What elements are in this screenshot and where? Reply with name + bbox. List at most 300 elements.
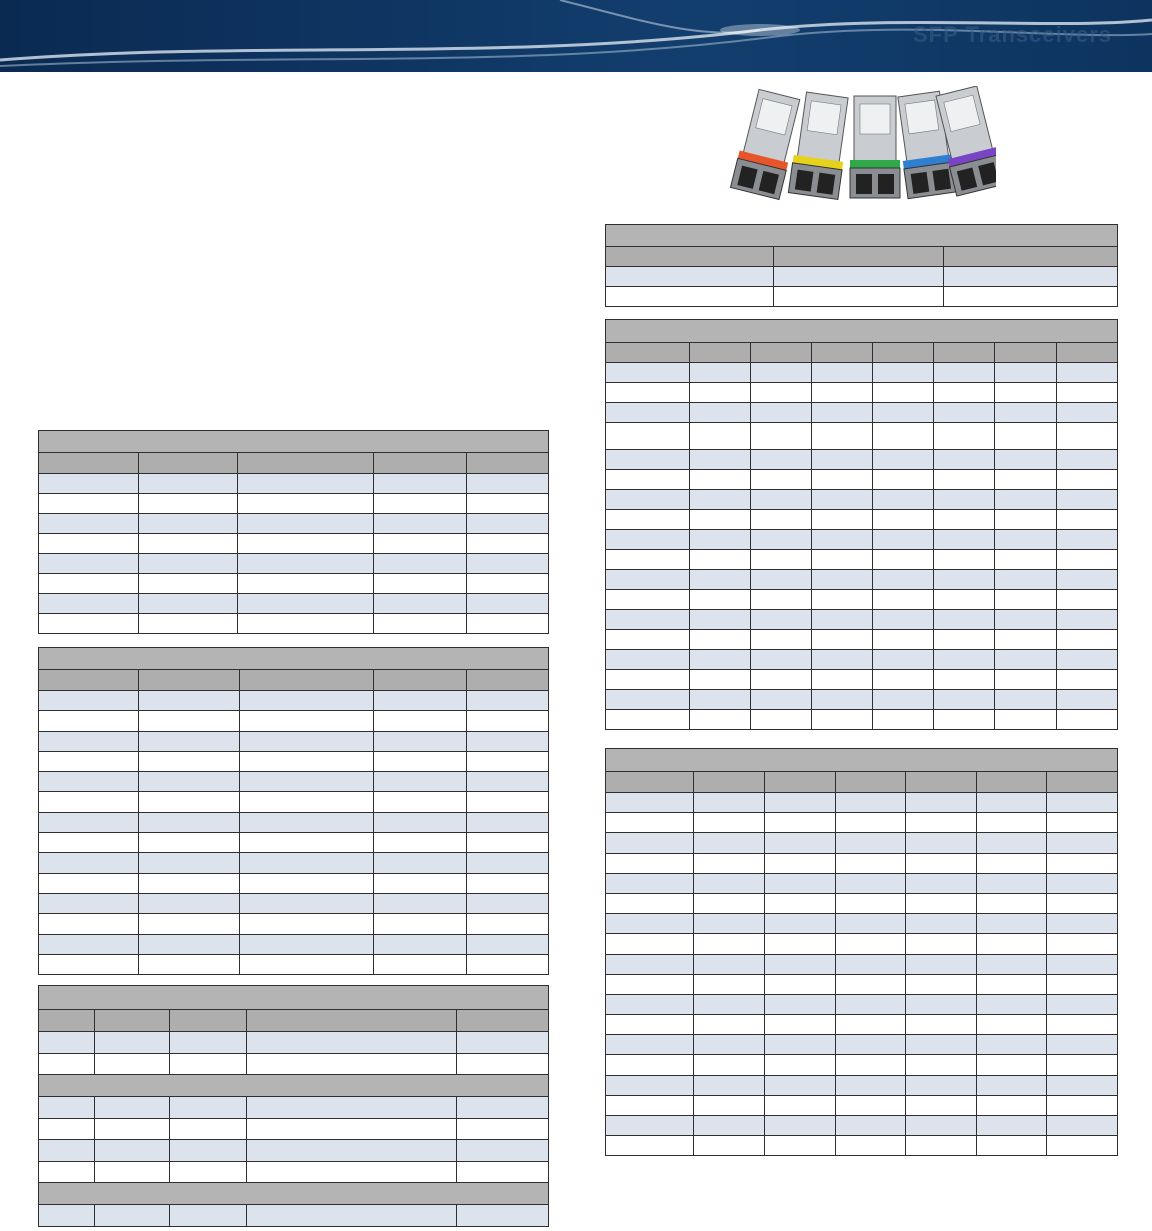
table-cell (934, 690, 995, 710)
table-cell (751, 450, 812, 470)
table-cell (39, 554, 139, 574)
table-cell (995, 690, 1057, 710)
table-row (606, 670, 1118, 690)
table-cell (1057, 590, 1118, 610)
table-cell (1057, 490, 1118, 510)
table-cell (139, 594, 238, 614)
table-cell (467, 731, 549, 751)
table-cell (836, 994, 906, 1014)
table-cell (934, 403, 995, 423)
table-cell (374, 614, 467, 634)
table-cell (606, 650, 690, 670)
table-caption-row (606, 320, 1118, 343)
table-cell (995, 650, 1057, 670)
table-cell (977, 994, 1047, 1014)
column-header (1057, 343, 1118, 363)
table-cell (374, 534, 467, 554)
table-cell (694, 974, 765, 994)
table-cell (374, 731, 467, 751)
column-header (139, 453, 238, 474)
table-row (39, 934, 549, 954)
table-cell (240, 893, 374, 913)
table-row (39, 751, 549, 771)
table-cell (374, 934, 467, 954)
table-row (606, 934, 1118, 954)
table-row (39, 1205, 549, 1227)
table-cell (238, 534, 374, 554)
table-caption-row (606, 749, 1118, 772)
table-cell (467, 514, 549, 534)
table-cell (765, 1116, 836, 1136)
column-header (139, 670, 240, 691)
table-row (606, 630, 1118, 650)
table-cell (95, 1140, 170, 1162)
column-header (606, 343, 690, 363)
table-cell (812, 403, 873, 423)
table-cell (977, 893, 1047, 913)
table-cell (467, 751, 549, 771)
table-cell (934, 470, 995, 490)
table-cell (906, 833, 977, 853)
table-cell (812, 383, 873, 403)
table-cell (374, 514, 467, 534)
table-cell (139, 772, 240, 792)
table-cell (977, 813, 1047, 833)
table-row (39, 1032, 549, 1054)
table-caption (39, 431, 549, 453)
table-cell (374, 711, 467, 731)
table-cell (836, 833, 906, 853)
table-cell (873, 403, 934, 423)
column-header (906, 772, 977, 793)
table-cell (374, 574, 467, 594)
table-cell (934, 550, 995, 570)
table-cell (139, 914, 240, 934)
table-cell (467, 792, 549, 812)
table-row (39, 772, 549, 792)
table-cell (457, 1032, 549, 1054)
table-cell (977, 833, 1047, 853)
table-cell (836, 1035, 906, 1055)
table-row (39, 494, 549, 514)
table-cell (1057, 450, 1118, 470)
table-row (606, 690, 1118, 710)
table-cell (1057, 530, 1118, 550)
table-cell (1047, 1055, 1118, 1075)
table-cell (977, 873, 1047, 893)
table-cell (873, 510, 934, 530)
table-cell (39, 594, 139, 614)
table-cell (240, 731, 374, 751)
table-cell (751, 630, 812, 650)
table-cell (139, 731, 240, 751)
table-cell (139, 711, 240, 731)
table-cell (934, 710, 995, 730)
table-cell (139, 574, 238, 594)
table-cell (906, 974, 977, 994)
right-table-2 (605, 319, 1118, 730)
table-cell (606, 793, 694, 813)
table-cell (606, 710, 690, 730)
sfp-module-icon (724, 86, 996, 210)
table-cell (812, 710, 873, 730)
table-cell (467, 691, 549, 711)
table-row (606, 403, 1118, 423)
table-cell (751, 570, 812, 590)
table-cell (751, 670, 812, 690)
column-header (995, 343, 1057, 363)
table-row (606, 510, 1118, 530)
column-header (39, 1010, 95, 1032)
table-cell (374, 853, 467, 873)
table-cell (694, 994, 765, 1014)
table-row (39, 812, 549, 832)
table-cell (39, 893, 139, 913)
table-caption (39, 648, 549, 670)
table-cell (934, 510, 995, 530)
table-cell (374, 691, 467, 711)
table-cell (934, 363, 995, 383)
table-cell (873, 383, 934, 403)
table-cell (1047, 793, 1118, 813)
table-cell (690, 670, 751, 690)
table-cell (873, 590, 934, 610)
table-cell (39, 534, 139, 554)
table-cell (995, 490, 1057, 510)
table-cell (812, 423, 873, 450)
table-row (606, 490, 1118, 510)
table-cell (977, 974, 1047, 994)
table-cell (606, 590, 690, 610)
table-cell (1057, 423, 1118, 450)
table-cell (606, 267, 774, 287)
table-row (39, 474, 549, 494)
table-cell (170, 1118, 247, 1140)
table-cell (765, 1055, 836, 1075)
table-cell (906, 893, 977, 913)
left-table-3 (38, 985, 549, 1227)
table-cell (39, 1097, 95, 1119)
column-header (240, 670, 374, 691)
table-cell (694, 1136, 765, 1156)
table-caption (606, 749, 1118, 772)
table-cell (467, 954, 549, 974)
table-cell (139, 751, 240, 771)
table-cell (39, 1053, 95, 1075)
table-cell (934, 610, 995, 630)
right-table-3-body (606, 749, 1118, 1156)
sfp-product-image (724, 86, 996, 210)
table-cell (467, 934, 549, 954)
table-row (606, 610, 1118, 630)
table-cell (836, 954, 906, 974)
table-cell (39, 1140, 95, 1162)
table-row (606, 893, 1118, 913)
table-cell (1057, 510, 1118, 530)
table-cell (170, 1032, 247, 1054)
table-cell (139, 954, 240, 974)
table-cell (247, 1140, 457, 1162)
table-cell (836, 1095, 906, 1115)
table-cell (977, 1035, 1047, 1055)
table-cell (606, 994, 694, 1014)
table-cell (1047, 914, 1118, 934)
table-cell (240, 772, 374, 792)
table-cell (995, 610, 1057, 630)
table-cell (170, 1053, 247, 1075)
table-row (606, 914, 1118, 934)
table-row (606, 1116, 1118, 1136)
table-cell (906, 853, 977, 873)
table-row (39, 833, 549, 853)
table-cell (1057, 403, 1118, 423)
table-cell (751, 710, 812, 730)
table-cell (238, 594, 374, 614)
table-row (39, 1118, 549, 1140)
table-header-row (606, 247, 1118, 267)
table-cell (240, 954, 374, 974)
table-cell (374, 893, 467, 913)
table-cell (977, 954, 1047, 974)
sfp-module-3 (850, 96, 900, 198)
table-cell (977, 934, 1047, 954)
table-header-row (606, 772, 1118, 793)
table-cell (457, 1205, 549, 1227)
column-header (765, 772, 836, 793)
table-cell (467, 534, 549, 554)
table-cell (606, 670, 690, 690)
table-cell (765, 1015, 836, 1035)
table-cell (694, 893, 765, 913)
table-cell (873, 363, 934, 383)
table-cell (606, 1035, 694, 1055)
table-cell (690, 590, 751, 610)
table-cell (934, 383, 995, 403)
table-row (39, 1097, 549, 1119)
table-cell (934, 670, 995, 690)
table-cell (836, 1136, 906, 1156)
table-cell (690, 403, 751, 423)
table-cell (765, 1035, 836, 1055)
table-cell (751, 383, 812, 403)
table-cell (977, 1055, 1047, 1075)
table-cell (995, 383, 1057, 403)
table-cell (977, 1015, 1047, 1035)
table-cell (690, 450, 751, 470)
table-cell (606, 630, 690, 650)
table-cell (606, 1055, 694, 1075)
table-cell (606, 1015, 694, 1035)
table-cell (812, 670, 873, 690)
table-cell (751, 490, 812, 510)
table-cell (836, 793, 906, 813)
table-cell (170, 1140, 247, 1162)
table-cell (457, 1140, 549, 1162)
table-row (606, 590, 1118, 610)
table-cell (977, 853, 1047, 873)
table-cell (1057, 383, 1118, 403)
table-cell (873, 710, 934, 730)
table-row (39, 711, 549, 731)
table-cell (812, 590, 873, 610)
table-row (606, 833, 1118, 853)
table-cell (1047, 1136, 1118, 1156)
table-row (606, 994, 1118, 1014)
table-cell (240, 711, 374, 731)
table-cell (995, 570, 1057, 590)
table-cell (39, 934, 139, 954)
table-cell (873, 470, 934, 490)
table-cell (240, 914, 374, 934)
table-cell (751, 470, 812, 490)
table-cell (606, 490, 690, 510)
section-label (39, 1075, 549, 1097)
table-cell (995, 530, 1057, 550)
table-cell (467, 574, 549, 594)
table-cell (836, 1015, 906, 1035)
table-row (606, 974, 1118, 994)
table-cell (812, 610, 873, 630)
table-cell (606, 1116, 694, 1136)
table-cell (606, 813, 694, 833)
table-cell (812, 550, 873, 570)
column-header (751, 343, 812, 363)
table-row (606, 1055, 1118, 1075)
table-row (606, 423, 1118, 450)
table-cell (765, 1075, 836, 1095)
table-cell (751, 590, 812, 610)
table-cell (906, 954, 977, 974)
table-cell (694, 793, 765, 813)
table-cell (934, 530, 995, 550)
section-label (39, 1183, 549, 1205)
table-cell (944, 267, 1118, 287)
table-cell (812, 450, 873, 470)
table-cell (240, 691, 374, 711)
table-cell (1057, 710, 1118, 730)
table-header-row (39, 1010, 549, 1032)
table-row (606, 853, 1118, 873)
table-cell (765, 793, 836, 813)
table-cell (690, 490, 751, 510)
table-cell (812, 690, 873, 710)
table-cell (247, 1097, 457, 1119)
table-row (39, 1053, 549, 1075)
table-cell (934, 490, 995, 510)
table-row (606, 650, 1118, 670)
table-cell (873, 650, 934, 670)
table-row (606, 570, 1118, 590)
table-cell (606, 914, 694, 934)
table-cell (934, 423, 995, 450)
table-cell (765, 873, 836, 893)
table-cell (606, 287, 774, 307)
table-row (39, 914, 549, 934)
right-table-3 (605, 748, 1118, 1156)
column-header (836, 772, 906, 793)
table-cell (467, 554, 549, 574)
table-cell (812, 363, 873, 383)
table-cell (139, 691, 240, 711)
table-cell (836, 813, 906, 833)
table-cell (977, 914, 1047, 934)
table-cell (39, 1205, 95, 1227)
table-cell (238, 494, 374, 514)
table-cell (139, 893, 240, 913)
banner-title: SFP Transceivers (912, 22, 1112, 47)
table-cell (1047, 1035, 1118, 1055)
table-cell (812, 570, 873, 590)
table-cell (1057, 470, 1118, 490)
column-header (812, 343, 873, 363)
table-cell (774, 267, 944, 287)
table-cell (1057, 570, 1118, 590)
table-cell (247, 1053, 457, 1075)
column-header (467, 670, 549, 691)
table-row (39, 534, 549, 554)
table-cell (751, 610, 812, 630)
table-cell (467, 914, 549, 934)
table-cell (374, 873, 467, 893)
table-cell (606, 570, 690, 590)
table-cell (606, 954, 694, 974)
table-row (606, 813, 1118, 833)
table-cell (1047, 1116, 1118, 1136)
table-cell (906, 914, 977, 934)
table-cell (606, 853, 694, 873)
table-cell (39, 833, 139, 853)
table-caption (606, 320, 1118, 343)
table-header-row (39, 453, 549, 474)
table-cell (238, 554, 374, 574)
table-cell (694, 853, 765, 873)
column-header (238, 453, 374, 474)
table-cell (467, 812, 549, 832)
table-cell (240, 873, 374, 893)
table-cell (374, 494, 467, 514)
table-cell (995, 630, 1057, 650)
table-cell (95, 1053, 170, 1075)
table-cell (765, 954, 836, 974)
table-cell (1057, 670, 1118, 690)
table-cell (1057, 550, 1118, 570)
table-cell (1057, 610, 1118, 630)
table-cell (39, 574, 139, 594)
table-cell (606, 974, 694, 994)
table-cell (170, 1205, 247, 1227)
table-cell (39, 474, 139, 494)
table-cell (238, 474, 374, 494)
table-cell (906, 1095, 977, 1115)
table-cell (751, 550, 812, 570)
table-cell (467, 614, 549, 634)
table-cell (1047, 994, 1118, 1014)
table-cell (977, 793, 1047, 813)
column-header (247, 1010, 457, 1032)
table-cell (139, 792, 240, 812)
table-cell (995, 403, 1057, 423)
table-cell (751, 363, 812, 383)
table-cell (1047, 893, 1118, 913)
table-cell (457, 1161, 549, 1183)
table-cell (765, 934, 836, 954)
table-cell (1057, 650, 1118, 670)
table-cell (765, 813, 836, 833)
table-cell (238, 574, 374, 594)
table-cell (995, 423, 1057, 450)
table-cell (240, 853, 374, 873)
table-cell (39, 731, 139, 751)
